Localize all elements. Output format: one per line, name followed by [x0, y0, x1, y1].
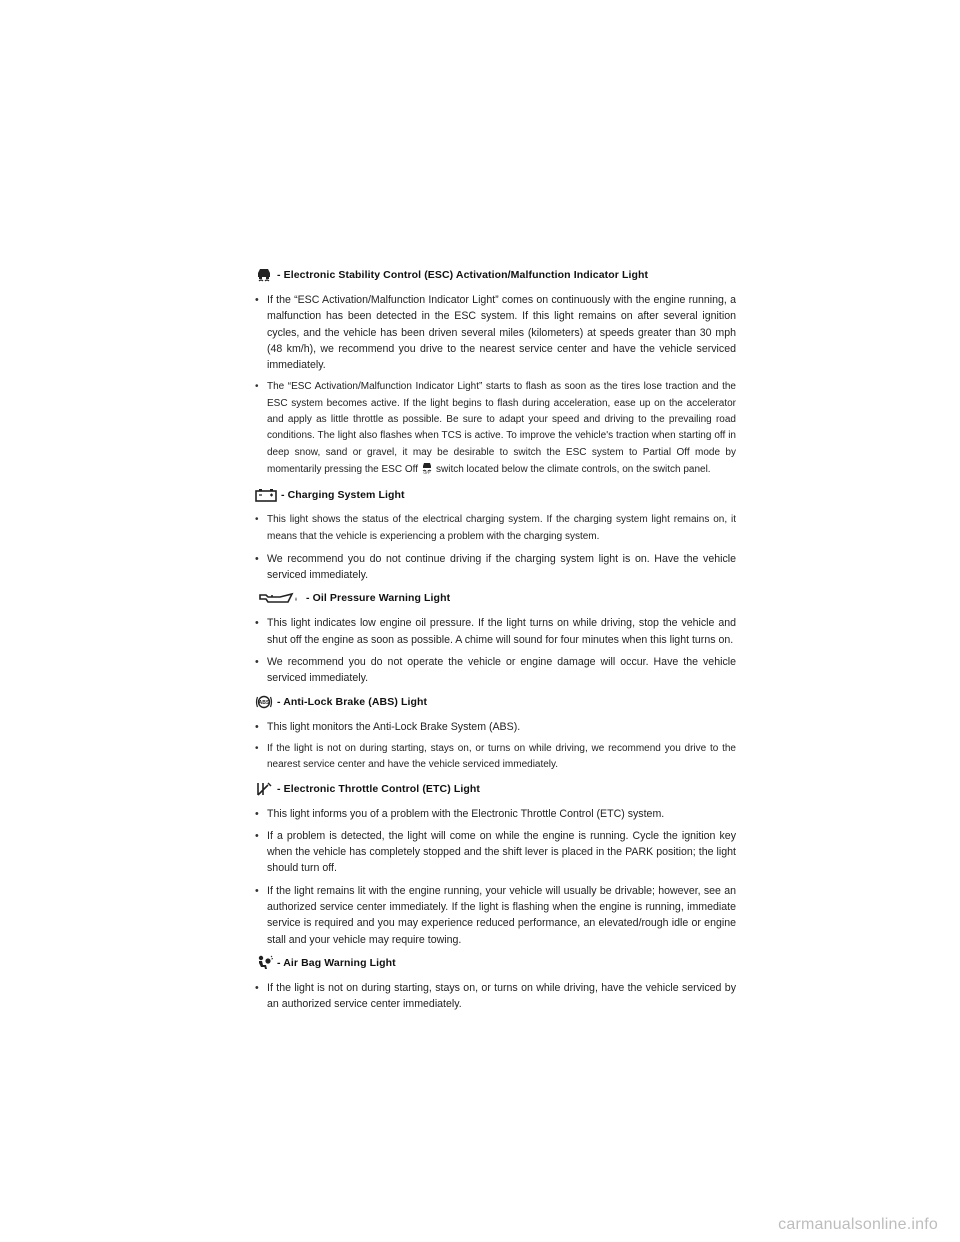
etc-title: - Electronic Throttle Control (ETC) Light	[277, 782, 480, 795]
etc-bullet-3: • If the light remains lit with the engine running, your vehicle will usually be drivable; however, see an authorized service center immediately. If the light is flashing when the engine is running, immediate service is required and you may experience reduced performance, an elevated/rough idle or engine stall and your vehicle may require towing.	[255, 883, 736, 948]
oil-bullet-2: • We recommend you do not operate the vehicle or engine damage will occur. Have the vehicle serviced immediately.	[255, 654, 736, 687]
page-content	[255, 266, 736, 1019]
etc-bullet-2: • If a problem is detected, the light will come on while the engine is running. Cycle the ignition key when the vehicle has completely stopped and the shift lever is placed in the PARK position; the light should turn off.	[255, 828, 736, 877]
oil-can-icon	[258, 591, 302, 605]
etc-heading	[255, 780, 736, 798]
esc-car-skid-icon	[255, 267, 273, 283]
etc-bullet-1: • This light informs you of a problem with the Electronic Throttle Control (ETC) system.	[255, 806, 736, 822]
oil-title: - Oil Pressure Warning Light	[306, 592, 451, 605]
watermark: carmanualsonline.info	[778, 1216, 938, 1233]
charging-title: - Charging System Light	[281, 489, 405, 502]
throttle-icon	[255, 781, 273, 797]
abs-bullet-1: • This light monitors the Anti-Lock Brake System (ABS).	[255, 719, 736, 735]
charging-heading	[255, 486, 736, 504]
abs-bullet-2: • If the light is not on during starting, stays on, or turns on while driving, we recommend you drive to the nearest service center and have the vehicle serviced immediately.	[255, 741, 736, 774]
battery-icon	[255, 488, 277, 502]
esc-bullet-2	[255, 379, 736, 480]
esc-heading	[255, 266, 736, 284]
charging-bullet-2: • We recommend you do not continue driving if the charging system light is on. Have the vehicle serviced immediately.	[255, 551, 736, 584]
abs-title: - Anti-Lock Brake (ABS) Light	[277, 695, 428, 708]
esc-bullet-1: • If the “ESC Activation/Malfunction Indicator Light” comes on continuously with the engine running, a malfunction has been detected in the ESC system. If this light remains on after several ignition cycles, and the vehicle has been driven several miles (kilometers) at speeds greater than 30 mph (48 km/h), we recommend you drive to the nearest service center and have the vehicle serviced immediately.	[255, 292, 736, 373]
esc-bullet-2-tail: switch located below the climate controls, on the switch panel.	[436, 463, 711, 475]
esc-title: - Electronic Stability Control (ESC) Activation/Malfunction Indicator Light	[277, 269, 649, 281]
esc-bullet-2-text: The “ESC Activation/Malfunction Indicator Light” starts to flash as soon as the tires lose traction and the ESC system becomes active. If the light begins to flash during acceleration, ease up on the accelerator and apply as little throttle as possible. Be sure to adapt your speed and driving to the prevailing road conditions. The light also flashes when TCS is active. To improve the vehicle's traction when starting off in deep snow, sand or gravel, it may be desirable to switch the ESC system to Partial Off mode by momentarily pressing the ESC Off	[267, 381, 736, 475]
abs-heading	[255, 693, 736, 711]
airbag-bullet-1: • If the light is not on during starting, stays on, or turns on while driving, have the vehicle serviced by an authorized service center immediately.	[255, 980, 736, 1013]
oil-heading	[255, 589, 736, 607]
airbag-heading	[255, 954, 736, 972]
abs-icon-text: ABS	[258, 699, 270, 706]
airbag-title: - Air Bag Warning Light	[277, 956, 396, 969]
airbag-icon	[255, 955, 273, 971]
svg-text:OFF: OFF	[423, 470, 431, 474]
esc-off-icon	[421, 461, 433, 480]
abs-icon	[255, 694, 273, 710]
charging-bullet-1: • This light shows the status of the electrical charging system. If the charging system light remains on, it means that the vehicle is experiencing a problem with the charging system.	[255, 512, 736, 545]
oil-bullet-1: • This light indicates low engine oil pressure. If the light turns on while driving, stop the vehicle and shut off the engine as soon as possible. A chime will sound for four minutes when this light turns on.	[255, 615, 736, 648]
